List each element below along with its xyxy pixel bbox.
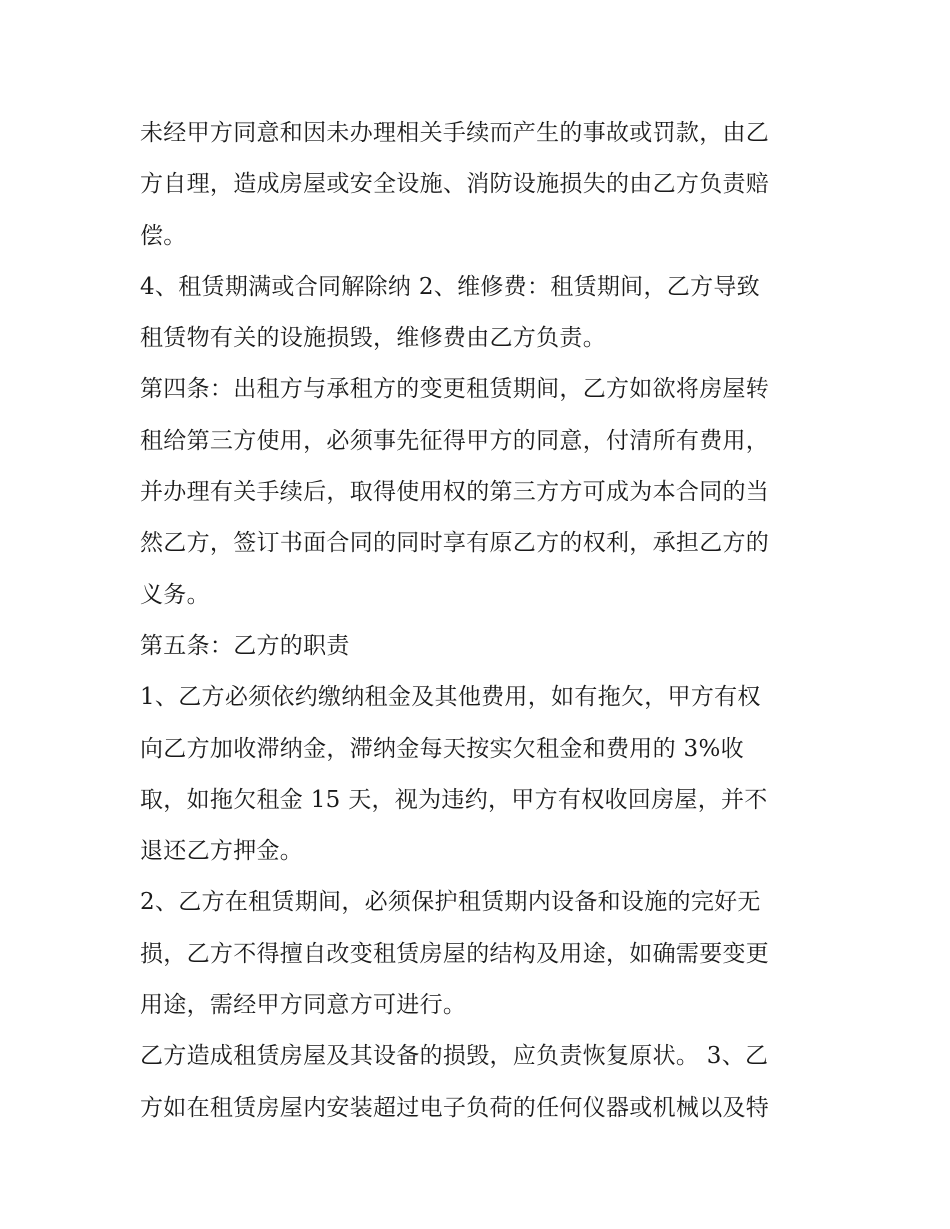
text-line: 并办理有关手续后，取得使用权的第三方方可成为本合同的当: [140, 479, 770, 506]
text-line: 义务。: [140, 581, 210, 608]
text-line: 用途，需经甲方同意方可进行。: [140, 992, 467, 1019]
text-line: 然乙方，签订书面合同的同时享有原乙方的权利，承担乙方的: [140, 530, 770, 557]
text-line: 4、租赁期满或合同解除纳 2、维修费：租赁期间，乙方导致: [140, 273, 760, 300]
section-heading: 第五条：乙方的职责: [140, 632, 350, 659]
text-line: 退还乙方押金。: [140, 838, 304, 865]
text-line: 租赁物有关的设施损毁，维修费由乙方负责。: [140, 325, 606, 352]
text-line: 损，乙方不得擅自改变租赁房屋的结构及用途，如确需要变更: [140, 940, 770, 967]
text-line: 向乙方加收滞纳金，滞纳金每天按实欠租金和费用的 3%收: [140, 735, 744, 762]
text-line: 乙方造成租赁房屋及其设备的损毁，应负责恢复原状。 3、乙: [140, 1043, 769, 1070]
text-line: 1、乙方必须依约缴纳租金及其他费用，如有拖欠，甲方有权: [140, 684, 761, 711]
text-line: 2、乙方在租赁期间，必须保护租赁期内设备和设施的完好无: [140, 889, 761, 916]
document-body: [140, 108, 820, 1134]
text-line: 第四条：出租方与承租方的变更租赁期间，乙方如欲将房屋转: [140, 376, 770, 403]
text-line: 偿。: [140, 222, 187, 249]
text-line: 方如在租赁房屋内安装超过电子负荷的任何仪器或机械以及特: [140, 1094, 770, 1121]
text-line: 未经甲方同意和因未办理相关手续而产生的事故或罚款，由乙: [140, 120, 770, 146]
text-line: 方自理，造成房屋或安全设施、消防设施损失的由乙方负责赔: [140, 171, 770, 198]
text-line: 租给第三方使用，必须事先征得甲方的同意，付清所有费用，: [140, 427, 770, 454]
text-line: 取，如拖欠租金 15 天，视为违约，甲方有权收回房屋，并不: [140, 786, 768, 813]
